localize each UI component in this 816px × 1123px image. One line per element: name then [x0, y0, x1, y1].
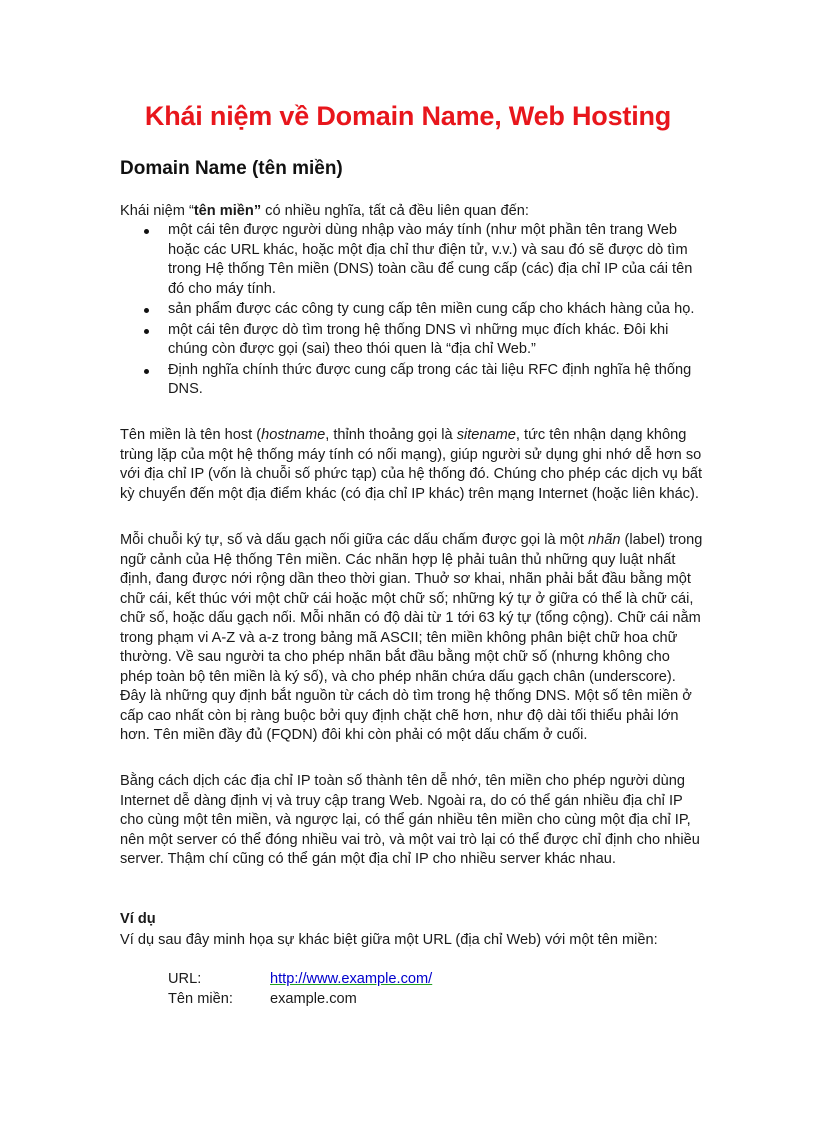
text-run: Mỗi chuỗi ký tự, số và dấu gạch nối giữa các dấu chấm được gọi là một: [120, 532, 589, 548]
example-url-link[interactable]: http://www.example.com/: [270, 971, 433, 987]
example-heading: Ví dụ: [120, 911, 156, 927]
italic-term: nhãn: [588, 532, 621, 548]
ip-mapping-paragraph: Bằng cách dịch các địa chỉ IP toàn số thành tên dễ nhớ, tên miền cho phép người dùng Internet dễ dàng định vị và truy cập trang Web. Ngoài ra, do có thể gán nhiều địa chỉ IP cho cùng một tên miền, và ngược lại, có thể gán nhiều tên miền cho cùng một địa chỉ IP, nên một server có thể đóng nhiều vai trò, và một vai trò lại có thể được chỉ định cho nhiều server. Thậm chí cũng có thể gán một địa chỉ IP cho nhiều server khác nhau.: [120, 773, 700, 867]
hostname-paragraph: [120, 426, 705, 504]
list-item-text: một cái tên được dò tìm trong hệ thống DNS vì những mục đích khác. Đôi khi chúng còn được gọi (sai) theo thói quen là “địa chỉ Web.”: [168, 321, 669, 357]
example-domain-row: [168, 990, 357, 1010]
list-item: [120, 361, 705, 400]
list-item: [120, 321, 705, 360]
bullet-icon: [144, 308, 149, 313]
label-rules-paragraph: [120, 531, 705, 746]
url-label: URL:: [168, 971, 202, 987]
bullet-icon: [144, 329, 149, 334]
italic-term: hostname: [261, 427, 326, 443]
domain-label: Tên miền:: [168, 991, 233, 1007]
intro-bold-term: tên miền”: [193, 203, 262, 219]
bullet-icon: [144, 229, 149, 234]
definition-list: [120, 221, 705, 401]
text-run: , tức tên nhận dạng không trùng lặp của một hệ thống máy tính có nối mạng), giúp người sử dụng ghi nhớ dễ hơn so với địa chỉ IP (vốn là chuỗi số phức tạp) của hệ thống đó. Chúng cho phép các dịch vụ bất kỳ chuyển đến một địa điểm khác (có địa chỉ IP khác) trên mạng Internet (hoặc liên khác).: [120, 427, 703, 502]
document-title: Khái niệm về Domain Name, Web Hosting: [144, 101, 672, 131]
text-run: Tên miền là tên host (: [120, 427, 262, 443]
section-heading: Domain Name (tên miền): [120, 158, 343, 179]
text-run: (label) trong ngữ cảnh của Hệ thống Tên miền. Các nhãn hợp lệ phải tuân thủ những quy luật nhất định, đang được nới rộng dần theo thời gian. Thuở sơ khai, nhãn phải bắt đầu bằng một chữ cái, kết thúc với một chữ cái hoặc một chữ số; những ký tự ở giữa có thể là chữ cái, chữ số, hoặc dấu gạch nối. Mỗi nhãn có độ dài từ 1 tới 63 ký tự (tổng cộng). Chữ cái nằm trong phạm vi A-Z và a-z trong bảng mã ASCII; tên miền không phân biệt chữ hoa chữ thường. Về sau người ta cho phép nhãn bắt đầu bằng một chữ số (nhưng không cho phép toàn bộ tên miền là ký số), và cho phép nhãn chứa dấu gạch chân (underscore). Đây là những quy định bắt nguồn từ cách dò tìm trong hệ thống DNS. Một số tên miền ở cấp cao nhất còn bị ràng buộc bởi quy định chặt chẽ hơn, như độ dài tối thiểu phải lớn hơn. Tên miền đầy đủ (FQDN) đôi khi còn phải có một dấu chấm ở cuối.: [120, 532, 703, 743]
list-item: [120, 300, 705, 320]
list-item-text: sản phẩm được các công ty cung cấp tên miền cung cấp cho khách hàng của họ.: [168, 301, 695, 317]
intro-paragraph: [120, 202, 705, 222]
domain-value: example.com: [270, 991, 357, 1007]
text-run: , thỉnh thoảng gọi là: [325, 427, 457, 443]
intro-text-before: Khái niệm “: [120, 203, 194, 219]
list-item: [120, 221, 705, 299]
list-item-text: Định nghĩa chính thức được cung cấp trong các tài liệu RFC định nghĩa hệ thống DNS.: [168, 361, 692, 397]
list-item-text: một cái tên được người dùng nhập vào máy tính (như một phần tên trang Web hoặc các URL khác, hoặc một địa chỉ thư điện tử, v.v.) và sau đó sẽ được dò tìm trong Hệ thống Tên miền (DNS) toàn cầu để cung cấp (các) địa chỉ IP của cái tên đó cho máy tính.: [168, 222, 693, 297]
example-description: Ví dụ sau đây minh họa sự khác biệt giữa một URL (địa chỉ Web) với một tên miền:: [120, 932, 658, 948]
bullet-icon: [144, 369, 149, 374]
intro-text-after: có nhiều nghĩa, tất cả đều liên quan đến:: [261, 203, 529, 219]
example-url-row: [168, 970, 432, 990]
italic-term: sitename: [456, 427, 516, 443]
